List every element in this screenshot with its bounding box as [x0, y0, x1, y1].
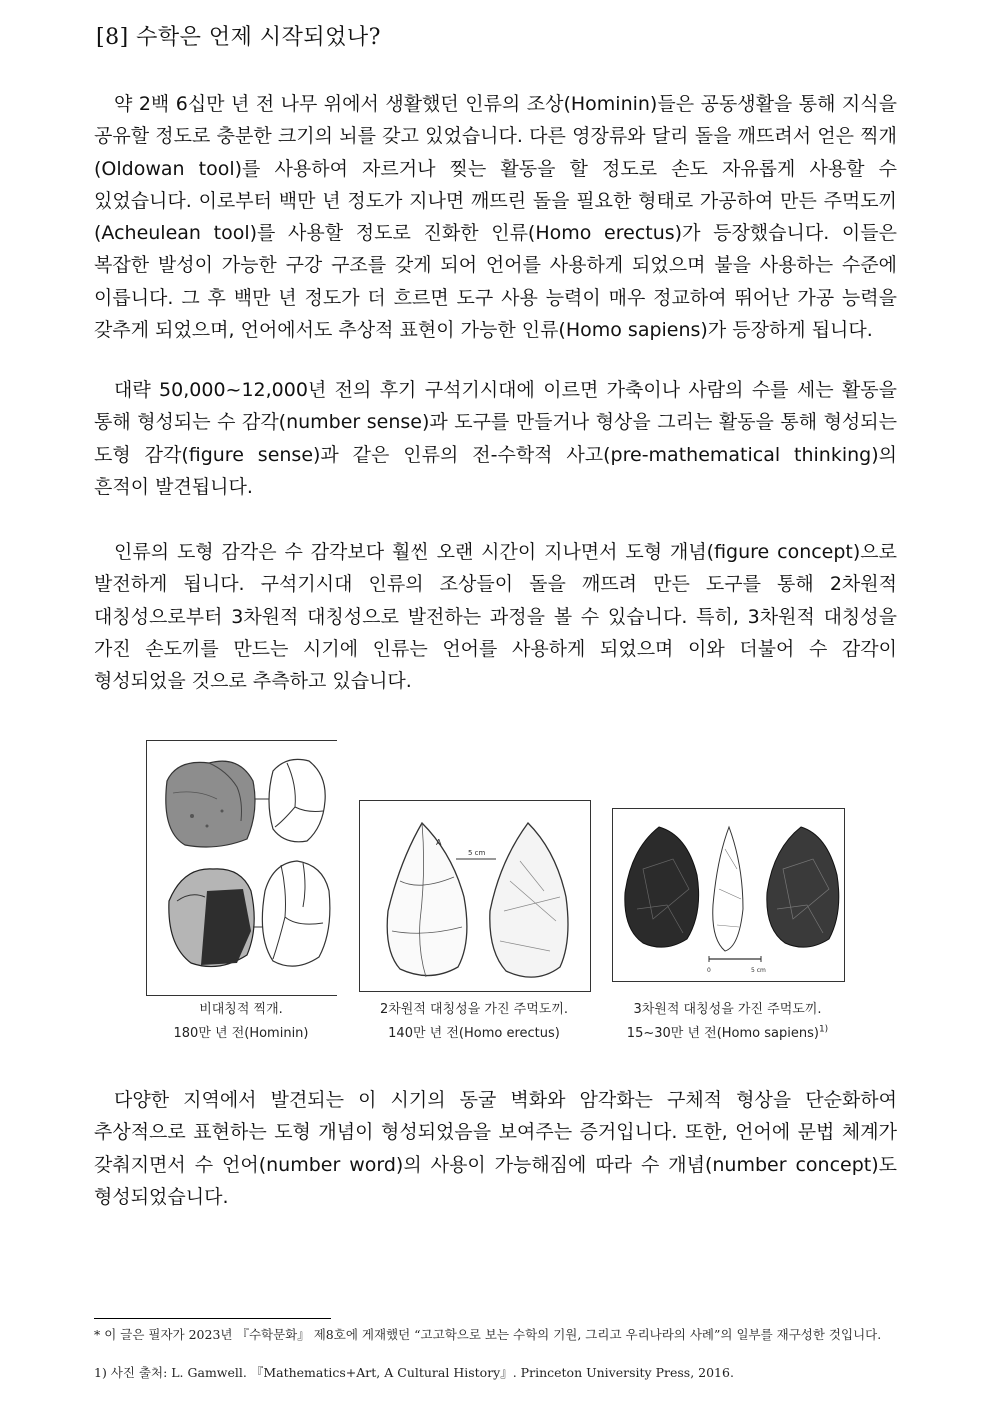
paragraph-cave-paintings: 다양한 지역에서 발견되는 이 시기의 동굴 벽화와 암각화는 구체적 형상을 단순화하여 추상적으로 표현하는 도형 개념이 형성되었음을 보여주는 증거입니다. 또한, 언어에 문법 체계가 갖춰지면서 수 언어(number word)의 사용이 가능해짐에 따라 수 개념(number concept)도 형성되었습니다.: [94, 1089, 897, 1208]
caption-line-1: 3차원적 대칭성을 가진 주먹도끼.: [633, 1002, 822, 1017]
footnote-divider: [94, 1318, 331, 1319]
caption-text: 15~30만 년 전(Homo sapiens): [626, 1026, 819, 1041]
figure-caption-chopper: [141, 998, 341, 1046]
paragraph-hominin-evolution: 약 2백 6십만 년 전 나무 위에서 생활했던 인류의 조상(Hominin)들은 공동생활을 통해 지식을 공유할 정도로 충분한 크기의 뇌를 갖고 있었습니다. 다른 영장류와 달리 돌을 깨뜨려서 얻은 찍개(Oldowan tool)를 사용하여 자르거나 찢는 활동을 할 정도로 손도 자유롭게 사용할 수 있었습니다. 이로부터 백만 년 정도가 지나면 깨뜨린 돌을 필요한 형태로 가공하여 만든 주먹도끼(Acheulean tool)를 사용할 정도로 진화한 인류(Homo erectus)가 등장했습니다. 이들은 복잡한 발성이 가능한 구강 구조를 갖게 되어 언어를 사용하게 되었으며 불을 사용하는 수준에 이릅니다. 그 후 백만 년 정도가 더 흐르면 도구 사용 능력이 매우 정교하여 뛰어난 가공 능력을 갖추게 되었으며, 언어에서도 추상적 표현이 가능한 인류(Homo sapiens)가 등장하게 됩니다.: [94, 93, 897, 342]
page-title: [8] 수학은 언제 시작되었나?: [96, 25, 381, 50]
acheulean-handaxe-3d-illustration: [613, 809, 844, 981]
footnote-reference[interactable]: 1): [818, 1024, 829, 1035]
figure-oldowan-chopper: [146, 740, 337, 996]
acheulean-handaxe-2d-illustration: [360, 801, 590, 991]
handaxe-marker-label: A: [436, 838, 442, 847]
oldowan-chopper-illustration: [147, 741, 337, 995]
paragraph-figure-concept: 인류의 도형 감각은 수 감각보다 훨씬 오랜 시간이 지나면서 도형 개념(figure concept)으로 발전하게 됩니다. 구석기시대 인류의 조상들이 돌을 깨뜨려 만든 도구를 통해 2차원적 대칭성으로부터 3차원적 대칭성으로 발전하는 과정을 볼 수 있습니다. 특히, 3차원적 대칭성을 가진 손도끼를 만드는 시기에 인류는 언어를 사용하게 되었으며 이와 더불어 수 감각이 형성되었을 것으로 추측하고 있습니다.: [94, 541, 897, 693]
figure-caption-handaxe-2d: [349, 998, 599, 1046]
paragraph-number-figure-sense: 대략 50,000~12,000년 전의 후기 구석기시대에 이르면 가축이나 사람의 수를 세는 활동을 통해 형성되는 수 감각(number sense)과 도구를 만들거나 형상을 그리는 활동을 통해 형성되는 도형 감각(figure sense)과 같은 인류의 전-수학적 사고(pre-mathematical thinking)의 흔적이 발견됩니다.: [94, 379, 897, 498]
figure-caption-handaxe-3d: [605, 998, 850, 1046]
footnote-photo-credit: 1) 사진 출처: L. Gamwell. 『Mathematics+Art, A Cultural History』. Princeton University Press, 2016.: [94, 1365, 734, 1380]
caption-line-1: 2차원적 대칭성을 가진 주먹도끼.: [379, 1002, 569, 1017]
scale-zero-label: 0: [707, 967, 711, 974]
figure-acheulean-handaxe-3d: [612, 808, 845, 982]
footnote-source-note: * 이 글은 필자가 2023년 『수학문화』 제8호에 게재했던 “고고학으로 보는 수학의 기원, 그리고 우리나라의 사례”의 일부를 재구성한 것입니다.: [94, 1327, 882, 1342]
figure-acheulean-handaxe-2d: [359, 800, 591, 992]
scale-end-label: 5 cm: [751, 967, 766, 974]
caption-line-1: 비대칭적 찍개.: [199, 1002, 283, 1017]
caption-line-2: 180만 년 전(Hominin): [173, 1026, 309, 1041]
caption-line-2: [605, 1022, 850, 1046]
handaxe-scale-label: 5 cm: [468, 849, 486, 857]
caption-line-2: 140만 년 전(Homo erectus): [388, 1026, 560, 1041]
